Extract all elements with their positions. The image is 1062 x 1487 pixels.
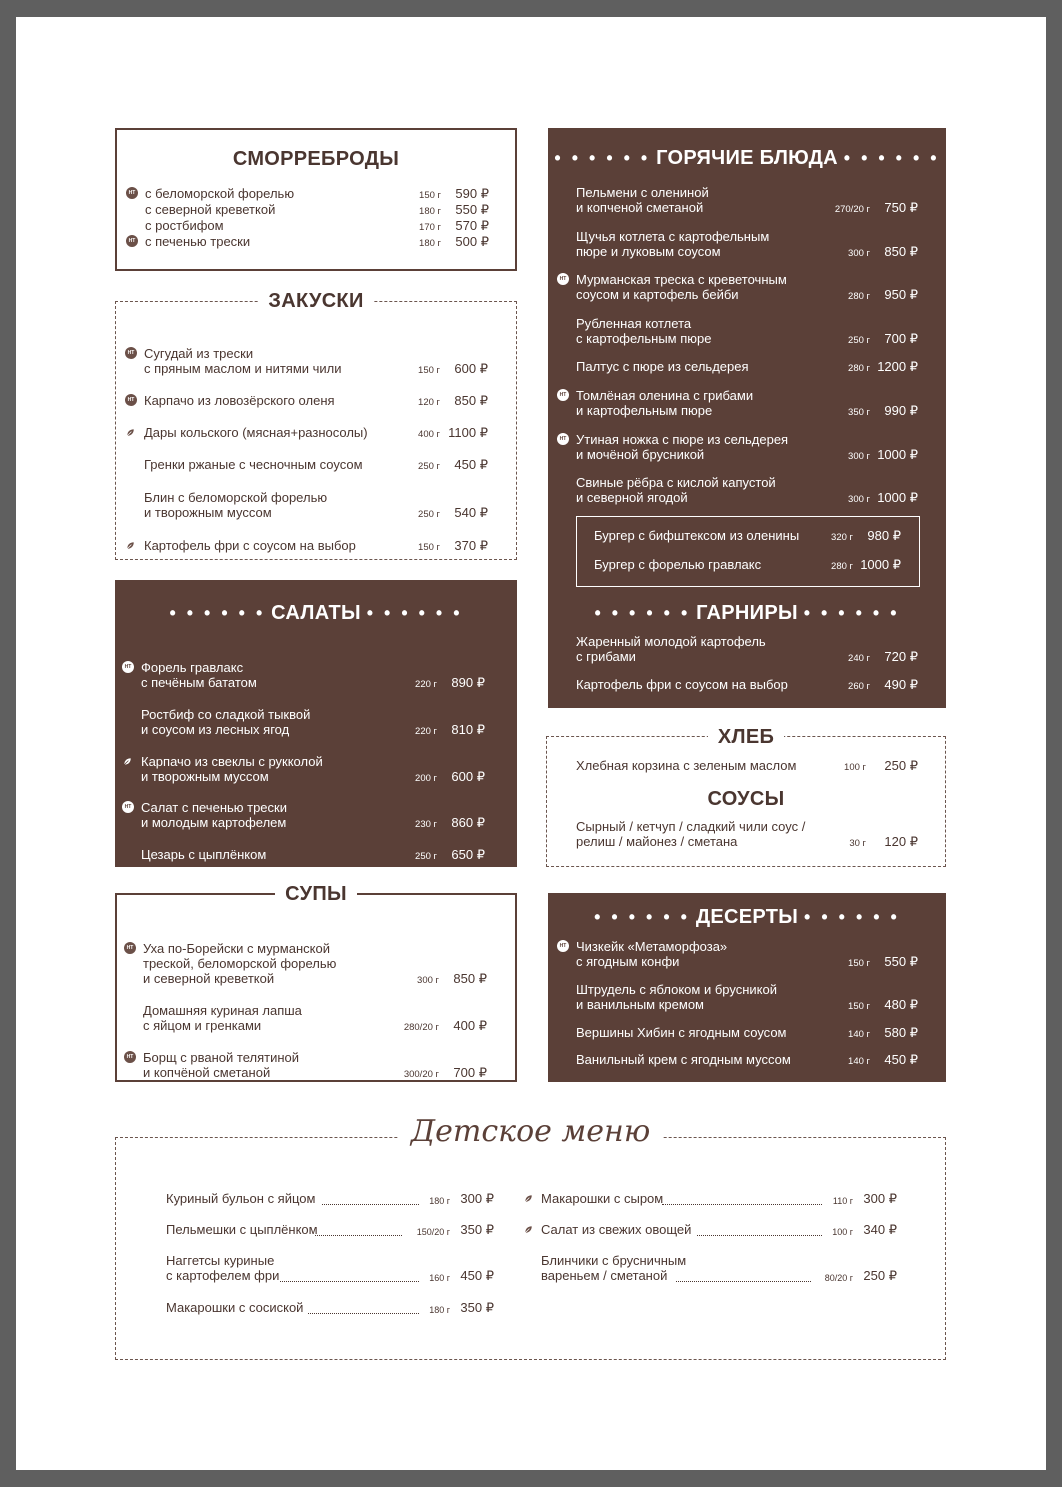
item-price: 860 ₽ — [451, 815, 485, 830]
item-name: Томлёная оленина с грибами — [576, 388, 754, 403]
item-price: 850 ₽ — [884, 244, 918, 259]
item-weight: 220 г — [415, 679, 437, 690]
item-weight: 140 г — [848, 1056, 870, 1067]
item-name: Бургер с бифштексом из оленины — [594, 528, 800, 543]
item-name: и творожным муссом — [144, 505, 272, 520]
item-name: Картофель фри с соусом на выбор — [144, 538, 356, 553]
nt-badge-icon: НТ — [124, 1051, 136, 1063]
item-name: Блин с беломорской форелью — [144, 490, 328, 505]
item-name: Дары кольского (мясная+разносолы) — [144, 425, 368, 440]
item-name: Пельмешки с цыплёнком — [166, 1222, 318, 1237]
leaf-icon — [523, 1224, 534, 1235]
item-price: 1000 ₽ — [877, 447, 918, 462]
supy-section — [115, 883, 517, 1082]
item-weight: 180 г — [419, 206, 441, 217]
kids-menu-item — [166, 1191, 494, 1206]
menu-page — [16, 17, 1046, 1470]
dot-leader — [662, 1191, 821, 1205]
item-name: с ягодным конфи — [576, 954, 680, 969]
item-price: 700 ₽ — [884, 331, 918, 346]
item-name: с яйцом и гренками — [143, 1018, 262, 1033]
item-price: 750 ₽ — [884, 200, 918, 215]
item-weight: 300 г — [417, 975, 439, 986]
leaf-icon — [523, 1193, 534, 1204]
section-title: СМОРРЕБРОДЫ — [232, 148, 400, 170]
nt-badge-icon: НТ — [557, 940, 569, 952]
item-name: Уха по-Борейски с мурманской — [143, 941, 330, 956]
item-price: 650 ₽ — [451, 847, 485, 862]
item-price: 250 ₽ — [863, 1268, 897, 1283]
item-weight: 180 г — [419, 238, 441, 249]
item-name: Сугудай из трески — [144, 346, 254, 361]
item-weight: 280 г — [848, 363, 870, 374]
item-name: и копченой сметаной — [576, 200, 704, 215]
item-price: 300 ₽ — [460, 1191, 494, 1206]
item-name: Карпачо из ловозёрского оленя — [144, 393, 335, 408]
item-name: соусом и картофель бейби — [576, 287, 739, 302]
item-weight: 110 г — [832, 1196, 853, 1206]
item-name: Рубленная котлета — [576, 316, 692, 331]
item-name: Палтус с пюре из сельдерея — [576, 359, 749, 374]
item-weight: 170 г — [419, 222, 441, 233]
item-name: Карпачо из свеклы с рукколой — [141, 754, 323, 769]
nt-badge-icon: НТ — [557, 389, 569, 401]
section-title: ХЛЕБ — [547, 726, 945, 749]
kids-menu-section — [115, 1114, 946, 1360]
leaf-icon — [122, 756, 133, 767]
item-price: 810 ₽ — [451, 722, 485, 737]
item-name: и ванильным кремом — [576, 997, 704, 1012]
item-price: 120 ₽ — [884, 834, 918, 849]
item-name: Утиная ножка с пюре из сельдерея — [576, 432, 789, 447]
kids-menu-item — [166, 1300, 494, 1315]
section-title: • • • • • • САЛАТЫ • • • • • • — [169, 602, 463, 624]
item-price: 340 ₽ — [863, 1222, 897, 1237]
item-name: и северной ягодой — [576, 490, 688, 505]
kids-menu-item — [541, 1191, 897, 1206]
nt-badge-icon: НТ — [125, 394, 137, 406]
item-weight: 350 г — [848, 407, 870, 418]
item-weight: 270/20 г — [834, 204, 870, 215]
dot-leader — [280, 1268, 418, 1282]
item-name: Гренки ржаные с чесночным соусом — [144, 457, 363, 472]
item-name: Салат с печенью трески — [141, 800, 287, 815]
item-price: 540 ₽ — [454, 505, 488, 520]
section-title: • • • • • • ГОРЯЧИЕ БЛЮДА • • • • • • — [554, 147, 940, 169]
item-name: Цезарь с цыплёнком — [141, 847, 267, 862]
item-price: 1000 ₽ — [877, 490, 918, 505]
goryachie-section — [548, 128, 946, 708]
leaf-icon — [125, 540, 136, 551]
item-weight: 180 г — [429, 1305, 450, 1315]
item-price: 580 ₽ — [884, 1025, 918, 1040]
salaty-section — [115, 580, 517, 867]
item-name: с пряным маслом и нитями чили — [144, 361, 342, 376]
item-name: и творожным муссом — [141, 769, 269, 784]
kids-menu-item — [541, 1253, 897, 1283]
item-weight: 280 г — [848, 291, 870, 302]
item-price: 600 ₽ — [454, 361, 488, 376]
item-weight: 250 г — [415, 851, 437, 862]
kids-menu-item — [166, 1222, 494, 1237]
item-price: 450 ₽ — [454, 457, 488, 472]
section-title: • • • • • • ГАРНИРЫ • • • • • • — [594, 602, 900, 624]
nt-badge-icon: НТ — [126, 187, 138, 199]
nt-badge-icon: НТ — [557, 433, 569, 445]
kids-menu-item — [166, 1253, 494, 1283]
item-weight: 250 г — [848, 335, 870, 346]
item-price: 490 ₽ — [884, 677, 918, 692]
item-name: Форель гравлакс — [141, 660, 244, 675]
item-name: Пельмени с олениной — [576, 185, 709, 200]
item-weight: 150 г — [418, 365, 440, 376]
item-name: Сырный / кетчуп / сладкий чили соус / — [576, 819, 806, 834]
item-weight: 250 г — [418, 509, 440, 520]
item-name: Вершины Хибин с ягодным соусом — [576, 1025, 787, 1040]
item-weight: 230 г — [415, 819, 437, 830]
leaf-icon — [125, 427, 136, 438]
item-price: 300 ₽ — [863, 1191, 897, 1206]
item-name: Куриный бульон с яйцом — [166, 1191, 316, 1206]
item-weight: 280 г — [831, 561, 853, 572]
dot-leader — [697, 1222, 822, 1236]
item-price: 600 ₽ — [451, 769, 485, 784]
nt-badge-icon: НТ — [557, 273, 569, 285]
kids-menu-title: Детское меню — [116, 1114, 945, 1149]
item-price: 570 ₽ — [455, 218, 489, 233]
dot-leader — [315, 1222, 402, 1236]
item-weight: 300 г — [848, 248, 870, 259]
item-weight: 100 г — [844, 762, 866, 773]
item-name: и картофельным пюре — [576, 403, 713, 418]
item-weight: 400 г — [418, 429, 440, 440]
burgers-box — [576, 516, 920, 587]
item-price: 1000 ₽ — [860, 557, 901, 572]
item-weight: 250 г — [418, 461, 440, 472]
item-weight: 280/20 г — [403, 1022, 439, 1033]
section-title: • • • • • • ДЕСЕРТЫ • • • • • • — [594, 906, 900, 928]
item-price: 400 ₽ — [453, 1018, 487, 1033]
item-name: Ванильный крем с ягодным муссом — [576, 1052, 791, 1067]
item-weight: 300/20 г — [403, 1069, 439, 1080]
item-name: с картофелем фри — [166, 1268, 280, 1283]
item-price: 950 ₽ — [884, 287, 918, 302]
nt-badge-icon: НТ — [122, 801, 134, 813]
item-price: 500 ₽ — [455, 234, 489, 249]
item-name: вареньем / сметаной — [541, 1268, 668, 1283]
item-weight: 200 г — [415, 773, 437, 784]
item-weight: 260 г — [848, 681, 870, 692]
item-weight: 150/20 г — [416, 1227, 450, 1237]
item-weight: 300 г — [848, 494, 870, 505]
item-price: 700 ₽ — [453, 1065, 487, 1080]
item-name: треской, беломорской форелью — [143, 956, 337, 971]
item-weight: 180 г — [429, 1196, 450, 1206]
item-name: Чизкейк «Метаморфоза» — [576, 939, 728, 954]
item-name: Хлебная корзина с зеленым маслом — [576, 758, 797, 773]
item-name: и молодым картофелем — [141, 815, 287, 830]
item-name: Картофель фри с соусом на выбор — [576, 677, 788, 692]
item-weight: 150 г — [848, 1001, 870, 1012]
item-weight: 300 г — [848, 451, 870, 462]
item-name: Домашняя куриная лапша — [143, 1003, 302, 1018]
kids-menu-item — [541, 1222, 897, 1237]
smorrebrody-section — [115, 128, 517, 271]
nt-badge-icon: НТ — [124, 942, 136, 954]
item-price: 850 ₽ — [453, 971, 487, 986]
item-price: 890 ₽ — [451, 675, 485, 690]
deserty-section — [548, 893, 946, 1082]
item-name: релиш / майонез / сметана — [576, 834, 738, 849]
item-price: 250 ₽ — [884, 758, 918, 773]
item-name: Ростбиф со сладкой тыквой — [141, 707, 311, 722]
item-name: Щучья котлета с картофельным — [576, 229, 770, 244]
item-name: Свиные рёбра с кислой капустой — [576, 475, 776, 490]
dot-leader — [308, 1300, 419, 1314]
item-weight: 150 г — [418, 542, 440, 553]
item-name: Бургер с форелью гравлакс — [594, 557, 762, 572]
item-price: 450 ₽ — [884, 1052, 918, 1067]
hleb-sousy-section — [546, 726, 946, 867]
item-name: Наггетсы куриные — [166, 1253, 275, 1268]
zakuski-section — [115, 290, 517, 560]
dot-leader — [322, 1191, 419, 1205]
dot-leader — [676, 1268, 810, 1282]
item-name: Блинчики с брусничным — [541, 1253, 687, 1268]
item-price: 550 ₽ — [455, 202, 489, 217]
item-name: с картофельным пюре — [576, 331, 712, 346]
item-name: с северной креветкой — [145, 202, 276, 217]
item-weight: 80/20 г — [824, 1273, 853, 1283]
item-price: 850 ₽ — [454, 393, 488, 408]
item-name: Макарошки с сосиской — [166, 1300, 304, 1315]
item-name: и копчёной сметаной — [143, 1065, 271, 1080]
item-price: 450 ₽ — [460, 1268, 494, 1283]
item-name: пюре и луковым соусом — [576, 244, 721, 259]
item-price: 550 ₽ — [884, 954, 918, 969]
nt-badge-icon: НТ — [122, 661, 134, 673]
item-name: с ростбифом — [145, 218, 224, 233]
item-name: с грибами — [576, 649, 636, 664]
item-price: 980 ₽ — [867, 528, 901, 543]
item-price: 350 ₽ — [460, 1222, 494, 1237]
item-weight: 100 г — [832, 1227, 853, 1237]
item-name: Макарошки с сыром — [541, 1191, 664, 1206]
section-title: СОУСЫ — [707, 788, 785, 810]
item-weight: 30 г — [849, 838, 866, 849]
item-name: и мочёной брусникой — [576, 447, 705, 462]
item-name: Мурманская треска с креветочным — [576, 272, 787, 287]
item-price: 1100 ₽ — [448, 425, 488, 440]
item-price: 480 ₽ — [884, 997, 918, 1012]
item-name: и северной креветкой — [143, 971, 275, 986]
nt-badge-icon: НТ — [126, 235, 138, 247]
item-name: с беломорской форелью — [145, 186, 295, 201]
item-weight: 160 г — [429, 1273, 450, 1283]
item-weight: 220 г — [415, 726, 437, 737]
item-name: Борщ с рваной телятиной — [143, 1050, 300, 1065]
item-name: Салат из свежих овощей — [541, 1222, 692, 1237]
item-price: 720 ₽ — [884, 649, 918, 664]
item-weight: 150 г — [419, 190, 441, 201]
item-price: 350 ₽ — [460, 1300, 494, 1315]
item-name: и соусом из лесных ягод — [141, 722, 290, 737]
nt-badge-icon: НТ — [125, 347, 137, 359]
item-weight: 140 г — [848, 1029, 870, 1040]
item-price: 990 ₽ — [884, 403, 918, 418]
section-title: СУПЫ — [117, 883, 515, 906]
item-weight: 120 г — [418, 397, 440, 408]
item-weight: 240 г — [848, 653, 870, 664]
item-name: с печенью трески — [145, 234, 251, 249]
item-weight: 320 г — [831, 532, 853, 543]
item-price: 1200 ₽ — [877, 359, 918, 374]
item-name: Жаренный молодой картофель — [576, 634, 766, 649]
section-title: ЗАКУСКИ — [116, 290, 516, 313]
item-price: 590 ₽ — [455, 186, 489, 201]
item-name: с печёным бататом — [141, 675, 257, 690]
item-weight: 150 г — [848, 958, 870, 969]
item-name: Штрудель с яблоком и брусникой — [576, 982, 777, 997]
item-price: 370 ₽ — [454, 538, 488, 553]
